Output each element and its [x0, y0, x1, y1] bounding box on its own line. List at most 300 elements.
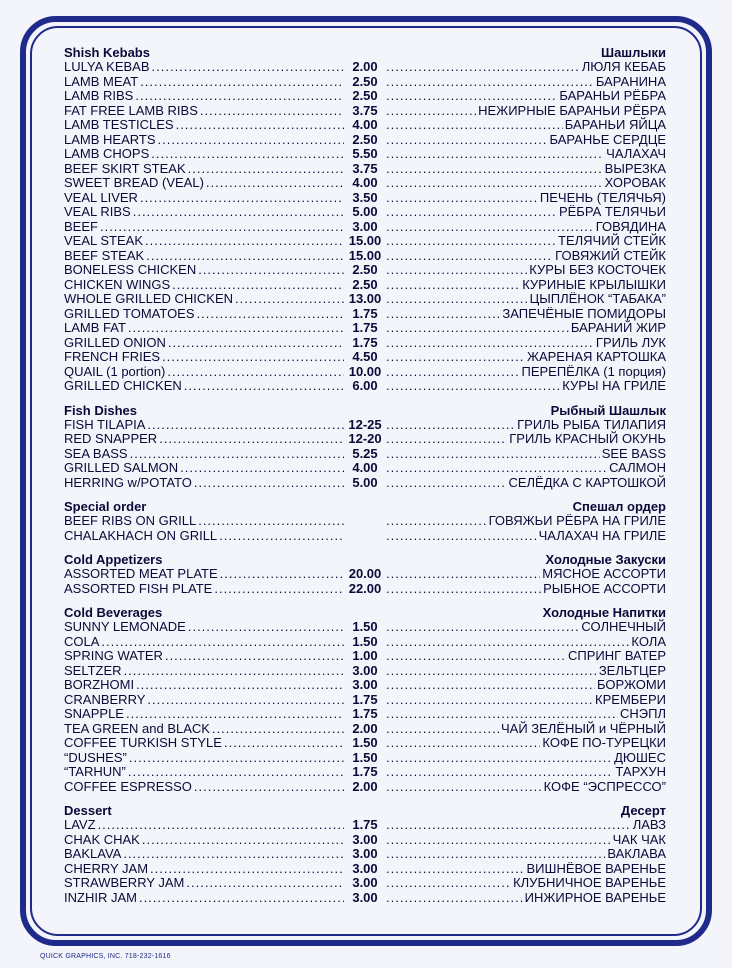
item-name-ru: ЧАК ЧАК: [612, 831, 666, 847]
menu-item: [64, 833, 666, 848]
leader-dots: [386, 765, 613, 780]
item-price: 5.50: [352, 146, 378, 161]
item-name-ru: ГОВЯЖЬИ РЁБРА НА ГРИЛЕ: [488, 513, 666, 528]
menu-item: [64, 707, 666, 722]
leader-dots: [386, 529, 537, 544]
item-name-en: BEEF STEAK: [64, 247, 145, 263]
menu-item-right: [384, 736, 666, 751]
item-name-en: VEAL RIBS: [64, 204, 131, 219]
menu-item-left: [64, 847, 346, 862]
item-price: 12-25: [348, 416, 382, 432]
leader-dots: [212, 722, 344, 737]
menu-item-left: [64, 104, 346, 119]
item-name-ru: ВЫРЕЗКА: [604, 160, 666, 176]
menu-section: [64, 605, 666, 794]
menu-item: [64, 89, 666, 104]
item-name-en: FAT FREE LAMB RIBS: [64, 102, 198, 118]
menu-section: [64, 499, 666, 543]
menu-item-left: [64, 649, 346, 664]
menu-item-right: [384, 336, 666, 351]
item-name-ru: SEE BASS: [601, 445, 666, 461]
item-name-en: WHOLE GRILLED CHICKEN: [64, 291, 234, 306]
section-title-ru: Шашлыки: [601, 45, 666, 60]
section-header: [64, 605, 666, 620]
item-price: 6.00: [352, 378, 378, 393]
menu-item: [64, 75, 666, 90]
leader-dots: [386, 60, 580, 75]
section-title-en: Shish Kebabs: [64, 45, 150, 60]
menu-item-right: [384, 365, 666, 380]
item-name-en: SPRING WATER: [64, 648, 163, 663]
menu-item: [64, 162, 666, 177]
leader-dots: [168, 336, 344, 351]
leader-dots: [386, 635, 629, 650]
item-name-ru: ПЕРЕПЁЛКА (1 порция): [521, 363, 666, 379]
item-name-ru: ВИШНЁВОЕ ВАРЕНЬЕ: [526, 860, 666, 876]
menu-item-left: [64, 891, 346, 906]
menu-item: [64, 635, 666, 650]
item-name-ru: ИНЖИРНОЕ ВАРЕНЬЕ: [524, 889, 666, 905]
leader-dots: [130, 447, 344, 462]
menu-item-left: [64, 765, 346, 780]
item-price: 15.00: [348, 247, 382, 263]
leader-dots: [386, 104, 476, 119]
menu-item-right: [384, 133, 666, 148]
item-name-en: BORZHOMI: [64, 677, 135, 692]
leader-dots: [386, 379, 560, 394]
leader-dots: [186, 876, 344, 891]
menu-item-left: [64, 751, 346, 766]
item-price: 4.00: [352, 117, 378, 132]
menu-item-right: [384, 765, 666, 780]
leader-dots: [128, 321, 344, 336]
menu-item-right: [384, 307, 666, 322]
item-price: 3.00: [352, 846, 378, 861]
menu-item-left: [64, 234, 346, 249]
menu-sheet: [64, 45, 666, 914]
menu-item-left: [64, 722, 346, 737]
leader-dots: [386, 234, 556, 249]
menu-item-left: [64, 736, 346, 751]
item-name-en: ASSORTED FISH PLATE: [64, 580, 213, 596]
item-price: 3.00: [352, 860, 378, 876]
leader-dots: [224, 736, 344, 751]
menu-item: [64, 862, 666, 877]
item-price: 10.00: [348, 363, 382, 379]
item-name-en: RED SNAPPER: [64, 431, 158, 446]
menu-item-left: [64, 818, 346, 833]
menu-item: [64, 249, 666, 264]
menu-item: [64, 292, 666, 307]
leader-dots: [386, 649, 566, 664]
item-name-ru: ЗАПЕЧЁНЫЕ ПОМИДОРЫ: [502, 305, 666, 321]
item-price: 3.50: [352, 189, 378, 205]
menu-item-right: [384, 582, 666, 597]
item-name-en: FISH TILAPIA: [64, 416, 146, 432]
item-name-en: SNAPPLE: [64, 706, 124, 721]
leader-dots: [386, 664, 597, 679]
leader-dots: [194, 476, 344, 491]
menu-item-right: [384, 664, 666, 679]
menu-item: [64, 278, 666, 293]
menu-item-right: [384, 476, 666, 491]
item-name-ru: ДЮШЕС: [614, 749, 666, 765]
item-price: 1.75: [352, 334, 378, 350]
item-price: 1.50: [352, 735, 378, 750]
item-name-ru: ТАРХУН: [615, 764, 666, 779]
item-name-en: STRAWBERRY JAM: [64, 875, 185, 890]
item-price: 2.00: [352, 720, 378, 736]
item-name-en: CHAK CHAK: [64, 831, 140, 847]
item-name-ru: БАРАНИНА: [595, 73, 666, 89]
menu-item-right: [384, 876, 666, 891]
menu-item-left: [64, 678, 346, 693]
leader-dots: [140, 75, 344, 90]
item-name-ru: СПРИНГ ВАТЕР: [568, 648, 666, 663]
leader-dots: [197, 307, 344, 322]
menu-item-right: [384, 818, 666, 833]
item-name-en: BEEF SKIRT STEAK: [64, 160, 186, 176]
menu-item-right: [384, 263, 666, 278]
menu-item-left: [64, 635, 346, 650]
leader-dots: [386, 833, 611, 848]
leader-dots: [386, 876, 511, 891]
menu-item: [64, 847, 666, 862]
item-price: 2.50: [352, 276, 378, 292]
item-name-en: LAVZ: [64, 817, 96, 832]
printer-credit: QUICK GRAPHICS, INC. 718-232-1616: [40, 953, 171, 960]
item-name-en: SELTZER: [64, 662, 122, 678]
item-name-en: “TARHUN”: [64, 764, 126, 779]
menu-item-right: [384, 220, 666, 235]
item-name-en: SUNNY LEMONADE: [64, 619, 186, 634]
item-price: 3.00: [352, 875, 378, 890]
section-title-ru: Холодные Напитки: [542, 605, 666, 620]
menu-item-left: [64, 147, 346, 162]
menu-item-left: [64, 118, 346, 133]
menu-item: [64, 365, 666, 380]
menu-item-left: [64, 307, 346, 322]
menu-item-right: [384, 847, 666, 862]
item-name-en: LAMB MEAT: [64, 73, 139, 89]
menu-item: [64, 60, 666, 75]
menu-item: [64, 432, 666, 447]
leader-dots: [220, 567, 344, 582]
item-price: 5.00: [352, 204, 378, 219]
item-price: 3.75: [352, 102, 378, 118]
leader-dots: [386, 818, 631, 833]
menu-item: [64, 461, 666, 476]
item-price: 22.00: [348, 580, 382, 596]
menu-item-left: [64, 418, 346, 433]
item-name-en: LAMB CHOPS: [64, 146, 150, 161]
menu-item: [64, 678, 666, 693]
menu-item-left: [64, 60, 346, 75]
leader-dots: [133, 205, 344, 220]
leader-dots: [200, 104, 344, 119]
leader-dots: [150, 862, 344, 877]
menu-item-left: [64, 620, 346, 635]
leader-dots: [386, 418, 515, 433]
leader-dots: [386, 191, 538, 206]
menu-item-left: [64, 263, 346, 278]
menu-item-left: [64, 220, 346, 235]
menu-item-right: [384, 707, 666, 722]
menu-item-right: [384, 529, 666, 544]
item-name-ru: НЕЖИРНЫЕ БАРАНЬИ РЁБРА: [478, 102, 666, 118]
leader-dots: [386, 249, 553, 264]
item-name-ru: РЫБНОЕ АССОРТИ: [543, 580, 666, 596]
leader-dots: [123, 847, 344, 862]
menu-item-right: [384, 278, 666, 293]
item-name-ru: ВАКЛАВА: [607, 846, 666, 861]
item-name-ru: КУРЫ НА ГРИЛЕ: [562, 378, 666, 393]
menu-item-right: [384, 620, 666, 635]
leader-dots: [206, 176, 344, 191]
menu-item-left: [64, 447, 346, 462]
leader-dots: [386, 75, 594, 90]
item-name-en: QUAIL (1 portion): [64, 363, 166, 379]
leader-dots: [386, 620, 579, 635]
item-name-en: GRILLED TOMATOES: [64, 305, 195, 321]
menu-item: [64, 567, 666, 582]
item-price: 4.00: [352, 460, 378, 475]
menu-item-left: [64, 461, 346, 476]
menu-item: [64, 418, 666, 433]
item-price: 3.00: [352, 831, 378, 847]
menu-item-right: [384, 635, 666, 650]
item-price: 2.50: [352, 131, 378, 147]
menu-item-right: [384, 191, 666, 206]
menu-item: [64, 476, 666, 491]
menu-item-right: [384, 89, 666, 104]
item-price: 3.00: [352, 677, 378, 692]
item-name-ru: БАРАНЬИ РЁБРА: [559, 88, 666, 103]
item-name-ru: МЯСНОЕ АССОРТИ: [542, 566, 666, 581]
menu-item-right: [384, 780, 666, 795]
item-name-en: LAMB TESTICLES: [64, 117, 174, 132]
menu-item-left: [64, 191, 346, 206]
leader-dots: [162, 350, 344, 365]
menu-item-right: [384, 833, 666, 848]
leader-dots: [126, 707, 344, 722]
item-price: 3.75: [352, 160, 378, 176]
menu-item: [64, 176, 666, 191]
leader-dots: [188, 162, 344, 177]
menu-item-left: [64, 876, 346, 891]
leader-dots: [386, 336, 594, 351]
menu-item-right: [384, 176, 666, 191]
leader-dots: [146, 249, 344, 264]
section-header: [64, 45, 666, 60]
item-name-en: LAMB FAT: [64, 320, 126, 335]
section-title-ru: Рыбный Шашлык: [550, 402, 666, 418]
leader-dots: [386, 432, 507, 447]
item-price: 1.75: [352, 320, 378, 335]
section-title-en: Cold Beverages: [64, 605, 163, 620]
item-name-ru: КЛУБНИЧНОЕ ВАРЕНЬЕ: [513, 875, 666, 890]
menu-item-left: [64, 432, 346, 447]
item-name-ru: БОРЖОМИ: [596, 677, 666, 692]
menu-item: [64, 765, 666, 780]
item-name-en: LAMB HEARTS: [64, 131, 156, 147]
leader-dots: [151, 147, 344, 162]
leader-dots: [147, 693, 344, 708]
item-name-en: SEA BASS: [64, 445, 128, 461]
menu-item: [64, 722, 666, 737]
item-name-ru: ГРИЛЬ РЫБА ТИЛАПИЯ: [517, 416, 666, 432]
menu-item-right: [384, 292, 666, 307]
menu-item-right: [384, 862, 666, 877]
leader-dots: [386, 162, 603, 177]
item-name-ru: ГОВЯЖИЙ СТЕЙК: [555, 247, 666, 263]
leader-dots: [386, 447, 600, 462]
menu-item-left: [64, 336, 346, 351]
item-name-en: CHICKEN WINGS: [64, 276, 171, 292]
leader-dots: [176, 118, 344, 133]
menu-item-left: [64, 379, 346, 394]
item-price: 2.50: [352, 88, 378, 103]
item-price: 1.50: [352, 619, 378, 634]
item-name-ru: БАРАНЬИ ЯЙЦА: [564, 117, 666, 132]
menu-item-left: [64, 476, 346, 491]
item-name-en: GRILLED CHICKEN: [64, 378, 182, 393]
leader-dots: [386, 278, 520, 293]
leader-dots: [139, 891, 344, 906]
menu-item-left: [64, 582, 346, 597]
item-name-en: GRILLED ONION: [64, 334, 166, 350]
menu-item: [64, 447, 666, 462]
leader-dots: [198, 263, 344, 278]
section-title-en: Dessert: [64, 803, 112, 818]
leader-dots: [100, 220, 344, 235]
menu-item: [64, 205, 666, 220]
menu-item: [64, 133, 666, 148]
menu-item: [64, 321, 666, 336]
menu-item-left: [64, 133, 346, 148]
item-name-ru: ЧАЛАХАЧ: [606, 146, 666, 161]
item-name-ru: РЁБРА ТЕЛЯЧЬИ: [558, 204, 666, 219]
item-name-en: COLA: [64, 633, 100, 649]
item-name-en: BEEF RIBS ON GRILL: [64, 513, 197, 528]
item-price: 1.75: [352, 706, 378, 721]
menu-item-left: [64, 529, 346, 544]
menu-item-right: [384, 350, 666, 365]
leader-dots: [386, 89, 557, 104]
menu-item: [64, 514, 666, 529]
section-header: [64, 403, 666, 418]
menu-item-right: [384, 891, 666, 906]
item-name-ru: ХОРОВАК: [604, 175, 666, 190]
menu-item-left: [64, 693, 346, 708]
menu-item-right: [384, 722, 666, 737]
leader-dots: [142, 833, 344, 848]
leader-dots: [386, 220, 594, 235]
item-price: 1.50: [352, 749, 378, 765]
item-name-ru: КОФЕ “ЭСПРЕССО”: [543, 778, 666, 794]
item-price: 3.00: [352, 662, 378, 678]
menu-section: [64, 803, 666, 905]
menu-item: [64, 263, 666, 278]
leader-dots: [386, 476, 506, 491]
item-price: 1.75: [352, 691, 378, 707]
menu-item-right: [384, 379, 666, 394]
menu-item: [64, 649, 666, 664]
leader-dots: [101, 635, 344, 650]
menu-item: [64, 336, 666, 351]
item-name-ru: СОЛНЕЧНЫЙ: [581, 619, 666, 634]
menu-item-left: [64, 249, 346, 264]
menu-item: [64, 751, 666, 766]
menu-item: [64, 191, 666, 206]
menu-item-left: [64, 162, 346, 177]
item-name-en: “DUSHES”: [64, 749, 127, 765]
item-price: 20.00: [348, 566, 382, 581]
item-name-en: CHERRY JAM: [64, 860, 149, 876]
menu-item-right: [384, 649, 666, 664]
item-name-ru: ПЕЧЕНЬ (ТЕЛЯЧЬЯ): [539, 189, 666, 205]
menu-item: [64, 876, 666, 891]
menu-item-right: [384, 567, 666, 582]
item-price: 2.00: [352, 59, 378, 74]
item-name-ru: КОФЕ ПО-ТУРЕЦКИ: [542, 735, 666, 750]
leader-dots: [198, 514, 344, 529]
item-name-en: FRENCH FRIES: [64, 349, 161, 364]
item-name-ru: ТЕЛЯЧИЙ СТЕЙК: [558, 233, 666, 248]
item-price: 13.00: [348, 291, 382, 306]
menu-item-right: [384, 249, 666, 264]
leader-dots: [386, 567, 540, 582]
leader-dots: [140, 191, 344, 206]
item-price: 1.75: [352, 764, 378, 779]
item-name-en: INZHIR JAM: [64, 889, 137, 905]
menu-item-right: [384, 104, 666, 119]
leader-dots: [386, 722, 499, 737]
item-price: 2.50: [352, 73, 378, 89]
item-name-ru: ЛЮЛЯ КЕБАБ: [581, 59, 666, 74]
leader-dots: [124, 664, 344, 679]
leader-dots: [386, 514, 487, 529]
item-name-ru: ЛАВЗ: [632, 817, 666, 832]
leader-dots: [386, 678, 595, 693]
item-name-en: BEEF: [64, 218, 98, 234]
section-title-ru: Спешал ордер: [572, 499, 666, 514]
leader-dots: [386, 307, 500, 322]
menu-section: [64, 45, 666, 394]
item-name-ru: ЦЫПЛЁНОК “ТАБАКА”: [529, 291, 666, 306]
menu-item-right: [384, 60, 666, 75]
menu-item: [64, 350, 666, 365]
menu-item-right: [384, 234, 666, 249]
leader-dots: [386, 693, 593, 708]
leader-dots: [135, 89, 344, 104]
menu-item-right: [384, 693, 666, 708]
menu-item-left: [64, 664, 346, 679]
menu-section: [64, 403, 666, 491]
leader-dots: [136, 678, 344, 693]
item-price: 1.75: [352, 817, 378, 832]
item-name-en: ASSORTED MEAT PLATE: [64, 566, 218, 581]
item-name-en: VEAL STEAK: [64, 233, 143, 248]
leader-dots: [386, 365, 519, 380]
leader-dots: [167, 365, 344, 380]
menu-item: [64, 529, 666, 544]
item-price: 3.00: [352, 218, 378, 234]
menu-item: [64, 234, 666, 249]
item-price: 1.75: [352, 305, 378, 321]
menu-item-left: [64, 862, 346, 877]
menu-item-right: [384, 432, 666, 447]
